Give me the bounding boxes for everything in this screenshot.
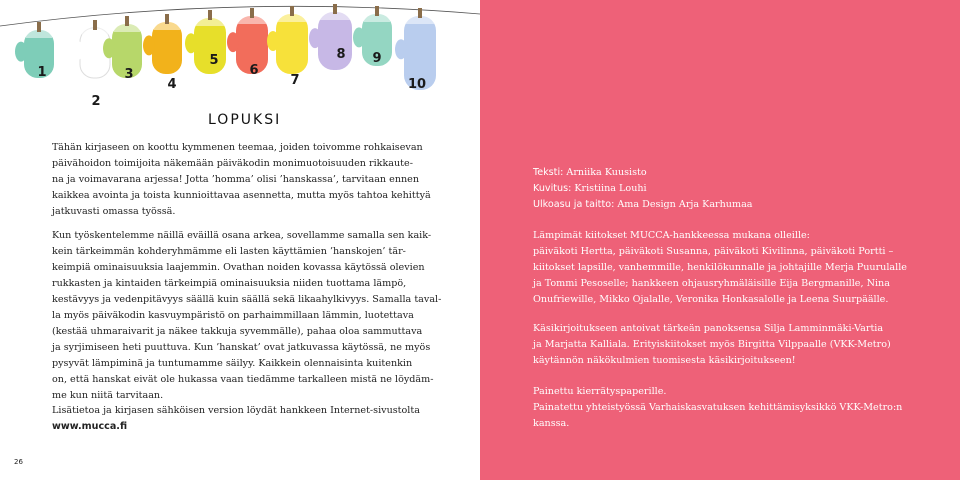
mitten-number-3: 3 bbox=[124, 67, 134, 82]
clothespin-7 bbox=[290, 6, 294, 16]
mitten-number-10: 10 bbox=[407, 77, 427, 92]
thanks-paragraph: Lämpimät kiitokset MUCCA-hankkeessa mukana olleille: päiväkoti Hertta, päiväkoti Susanna, päiväkoti Kivilinna, päiväkoti Portti – kiitokset lapsille, vanhemmille, henkilökunnalle ja johtajille Merja Puurulalle ja Tommi Pesoselle; hankkeen ohjausryhmäläisille Eija Bergmanille, Nina Onufriewille, Mikko Ojalalle, Veronika Honkasalolle ja Leena Suurpäälle. bbox=[533, 230, 907, 305]
credit-text: Teksti: Arniika Kuusisto bbox=[533, 167, 647, 178]
mitten-thumb-5 bbox=[185, 33, 197, 53]
more-info-paragraph: Lisätietoa ja kirjasen sähköisen version löydät hankkeen Internet-sivustolta www.mucca.fi bbox=[52, 403, 432, 435]
mitten-number-7: 7 bbox=[290, 73, 300, 88]
mitten-7 bbox=[276, 14, 308, 74]
mitten-number-2: 2 bbox=[91, 94, 101, 109]
clothespin-2 bbox=[93, 20, 97, 30]
mitten-thumb-4 bbox=[143, 35, 155, 55]
clothespin-10 bbox=[418, 8, 422, 18]
mitten-number-9: 9 bbox=[372, 51, 382, 66]
mitten-thumb-8 bbox=[309, 28, 321, 48]
credit-illustration: Kuvitus: Kristiina Louhi bbox=[533, 183, 647, 194]
clothespin-4 bbox=[165, 14, 169, 24]
credit-layout: Ulkoasu ja taitto: Ama Design Arja Karhumaa bbox=[533, 199, 753, 210]
clothespin-1 bbox=[37, 22, 41, 32]
mitten-thumb-10 bbox=[395, 39, 407, 59]
mitten-8 bbox=[318, 12, 352, 70]
mitten-number-4: 4 bbox=[167, 77, 177, 92]
credits-block bbox=[533, 165, 943, 213]
mitten-number-8: 8 bbox=[336, 47, 346, 62]
mitten-thumb-6 bbox=[227, 32, 239, 52]
mittens-on-clothesline-icon bbox=[0, 0, 480, 110]
mitten-thumb-7 bbox=[267, 31, 279, 51]
print-info-paragraph: Painettu kierrätyspaperille. Painatettu yhteistyössä Varhaiskasvatuksen kehittämisyksikkö VKK-Metro:n kanssa. bbox=[533, 386, 903, 429]
page-title: LOPUKSI bbox=[208, 112, 282, 128]
manuscript-thanks-paragraph: Käsikirjoitukseen antoivat tärkeän panoksensa Silja Lamminmäki-Vartia ja Marjatta Kalliala. Erityiskiitokset myös Birgitta Vilppaalle (VKK-Metro) käytännön näkökulmien tuomisesta käsikirjoitukseen! bbox=[533, 323, 891, 366]
website-link[interactable]: www.mucca.fi bbox=[52, 421, 128, 432]
clothespin-3 bbox=[125, 16, 129, 26]
mitten-thumb-1 bbox=[15, 42, 27, 62]
mitten-number-1: 1 bbox=[37, 65, 47, 80]
intro-paragraph: Tähän kirjaseen on koottu kymmenen teemaa, joiden toivomme rohkaisevan päivähoidon toimijoita näkemään päiväkodin monimuotoisuuden rikkaute- na ja voimavarana arjessa! Jotta ’homma’ olisi ’hanskassa’, tarvitaan ennen kaikkea avointa ja toista kunnioittavaa asennetta, mutta myös tahtoa kehittyä jatkuvasti omassa työssä. bbox=[52, 142, 431, 217]
mitten-thumb-3 bbox=[103, 38, 115, 58]
clothespin-8 bbox=[333, 4, 337, 14]
body-paragraph: Kun työskentelemme näillä eväillä osana arkea, sovellamme samalla sen kaik- kein tärkeimmän kohderyhmämme eli lasten käyttämien ’hanskojen’ tär- keimpiä ominaisuuksia laajemmin. Ovathan noiden kovassa käytössä olevien rukkasten ja kintaiden tärkeimpiä ominaisuuksia niiden tuottama lämpö, kestävyys ja vedenpitävyys säällä kuin säällä sekä likaahylkivyys. Samalla taval- la myös päiväkodin kasvuympäristö on parhaimmillaan lämmin, luotettava (kestää uhmaraivarit ja näkee takkuja syvemmälle), pahaa oloa sammuttava ja syrjimiseen heti puuttuva. Kun ’hanskat’ ovat jatkuvassa käytössä, ne myös pysyvät lämpiminä ja tuntumamme säilyy. Kaikkein olennaisinta kuitenkin on, että hanskat eivät ole hukassa vaan tiedämme tarkalleen mistä ne löydäm- me kun niitä tarvitaan. bbox=[52, 230, 442, 401]
mitten-number-6: 6 bbox=[249, 63, 259, 78]
clothespin-6 bbox=[250, 8, 254, 18]
clothespin-5 bbox=[208, 10, 212, 20]
mitten-thumb-2 bbox=[71, 41, 83, 61]
mitten-thumb-9 bbox=[353, 27, 365, 47]
clothespin-9 bbox=[375, 6, 379, 16]
page-number: 26 bbox=[14, 458, 23, 466]
mitten-number-5: 5 bbox=[209, 53, 219, 68]
